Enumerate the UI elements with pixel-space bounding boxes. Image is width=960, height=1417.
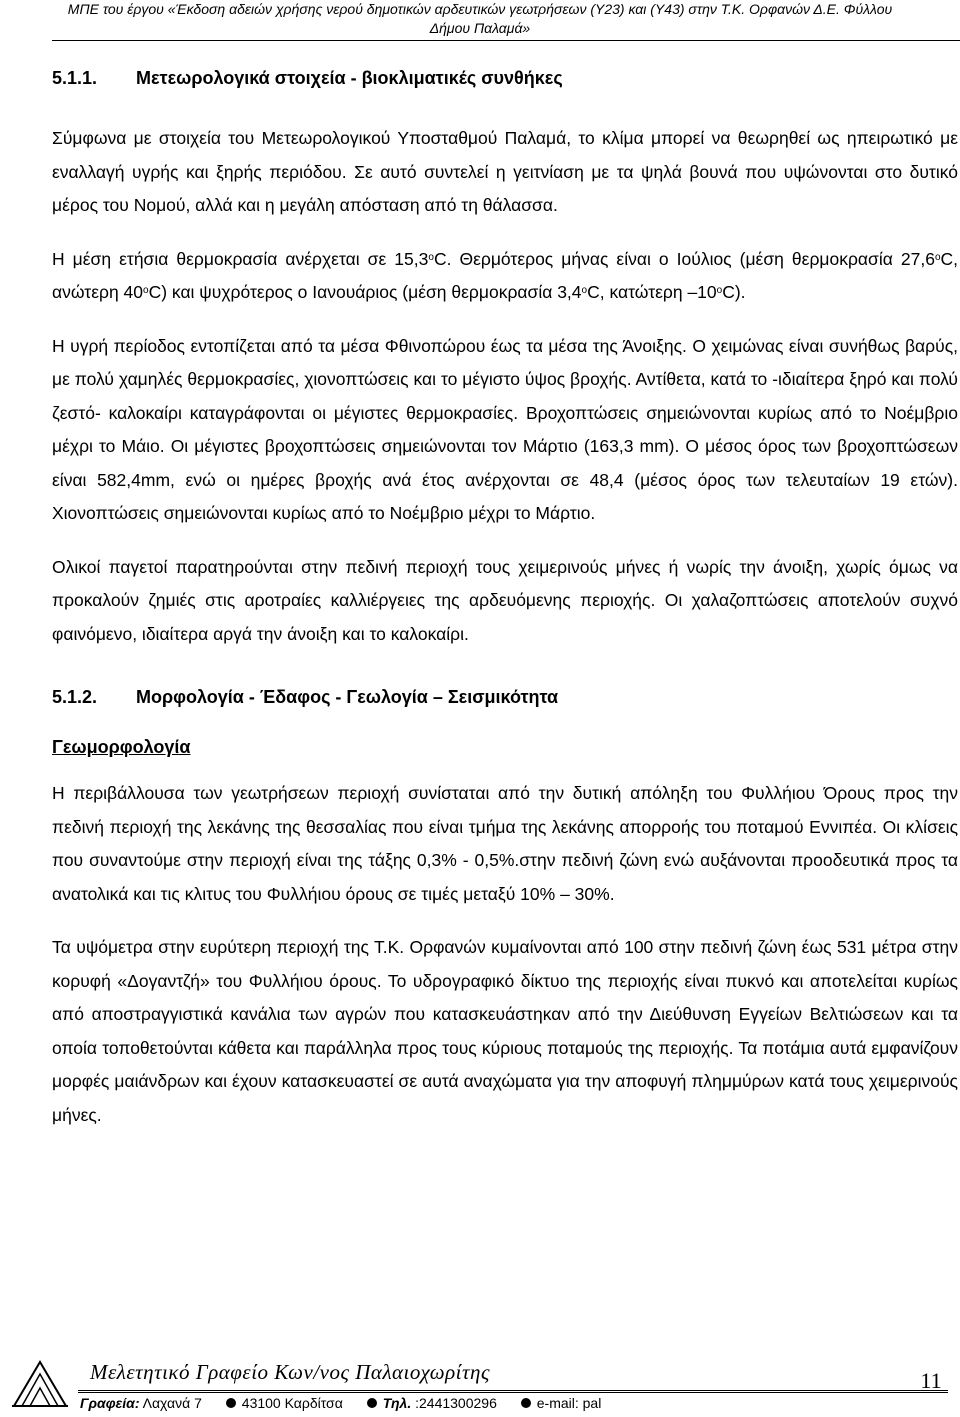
header-line-2: Δήμου Παλαμά» (429, 20, 531, 36)
section-heading-5-1-2 (52, 671, 958, 723)
office-logo-icon (10, 1356, 70, 1410)
page-footer (8, 1352, 956, 1412)
contact-line (80, 1394, 950, 1412)
phone-number: :2441300296 (411, 1395, 497, 1411)
email: e-mail: pal (536, 1395, 602, 1411)
office-label: Γραφεία: (80, 1395, 140, 1411)
paragraph-rainfall: Η υγρή περίοδος εντοπίζεται από τα μέσα Φθινοπώρου έως τα μέσα της Άνοιξης. Ο χειμώνας είναι συνήθως βαρύς, με πολύ χαμηλές θερμοκρασίες, χιονοπτώσεις και το μέγιστο ύψος βροχής. Αντίθετα, κατά το -ιδιαίτερα ξηρό και πολύ ζεστό- καλοκαίρι καταγράφονται οι μέγιστες θερμοκρασίες. Βροχοπτώσεις σημειώνονται κυρίως από το Νοέμβριο μέχρι το Μάιο. Οι μέγιστες βροχοπτώσεις σημειώνονται τον Μάρτιο (163,3 mm). Ο μέσος όρος των βροχοπτώσεων είναι 582,4mm, ενώ οι ημέρες βροχής ανά έτος ανέρχονται σε 48,4 (μέσος όρος των τελευταίων 19 ετών). Χιονοπτώσεις σημειώνονται κυρίως από το Νοέμβριο μέχρι το Μάρτιο. (52, 335, 958, 523)
bullet-icon (521, 1398, 531, 1408)
paragraph-climate: Σύμφωνα με στοιχεία του Μετεωρολογικού Υποσταθμού Παλαμά, το κλίμα μπορεί να θεωρηθεί ως ηπειρωτικό με εναλλαγή υγρής και ξηρής περιόδου. Σε αυτό συντελεί η γειτνίαση με τα ψηλά βουνά που υψώνονται στο δυτικό μέρος του Νομού, αλλά και η μεγάλη απόσταση από τη θάλασσα. (52, 128, 958, 215)
paragraph-temperature: Η μέση ετήσια θερμοκρασία ανέρχεται σε $15,3^oC$. Θερμότερος μήνας είναι ο Ιούλιος (μέση θερμοκρασία $27,6^oC$, ανώτερη $40^oC$) και ψυχρότερος ο Ιανουάριος (μέση θερμοκρασία $3,4^oC$, κατώτερη $-10^oC$). (52, 248, 959, 302)
document-body (52, 52, 958, 1152)
section-heading-5-1-1 (52, 52, 958, 104)
header-rule (52, 40, 960, 41)
running-header (0, 0, 960, 40)
subsection-heading-geomorphology: Γεωμορφολογία (52, 736, 191, 757)
header-line-1: ΜΠΕ του έργου «Έκδοση αδειών χρήσης νερού δημοτικών αρδευτικών γεωτρήσεων (Υ23) και (Υ43) στην Τ.Κ. Ορφανών Δ.Ε. Φύλλου (67, 1, 893, 17)
office-address: Λαχανά 7 (139, 1395, 202, 1411)
paragraph-frost: Ολικοί παγετοί παρατηρούνται στην πεδινή περιοχή τους χειμερινούς μήνες ή νωρίς την άνοιξη, χωρίς όμως να προκαλούν ζημιές στις αροτραίες καλλιέργειες της αρδευόμενης περιοχής. Οι χαλαζοπτώσεις αποτελούν συχνό φαινόμενο, ιδιαίτερα αργά την άνοιξη και το καλοκαίρι. (52, 556, 958, 644)
footer-rule (78, 1390, 948, 1393)
page-number: 11 (920, 1368, 942, 1393)
paragraph-elevation: Τα υψόμετρα στην ευρύτερη περιοχή της Τ.Κ. Ορφανών κυμαίνονται από 100 στην πεδινή ζώνη έως 531 μέτρα στην κορυφή «Δογαντζή» του Φυλλήιου όρους. Το υδρογραφικό δίκτυο της περιοχής είναι πυκνό και αποτελείται κυρίως από αποστραγγιστικά κανάλια των αγρών που κατασκευάστηκαν από την Διεύθυνση Εγγείων Βελτιώσεων και τα οποία τοποθετούνται κάθετα και παράλληλα προς τους κύριους ποταμούς της περιοχής. Τα ποτάμια αυτά εμφανίζουν μορφές μαιάνδρων και έχουν κατασκευαστεί σε αυτά αναχώματα για την αποφυγή πλημμύρων κατά τους χειμερινούς μήνες. (52, 937, 958, 1125)
bullet-icon (226, 1398, 236, 1408)
section-number: 5.1.2. (52, 686, 98, 707)
section-title: Μορφολογία - Έδαφος - Γεωλογία – Σεισμικότητα (136, 686, 559, 707)
section-title: Μετεωρολογικά στοιχεία - βιοκλιματικές συνθήκες (136, 67, 563, 88)
office-brand-name: Μελετητικό Γραφείο Κων/νος Παλαιοχωρίτης (90, 1360, 490, 1384)
bullet-icon (367, 1398, 377, 1408)
section-number: 5.1.1. (52, 67, 98, 88)
paragraph-geomorphology: Η περιβάλλουσα των γεωτρήσεων περιοχή συνίσταται από την δυτική απόληξη του Φυλλήιου Όρους προς την πεδινή περιοχή της λεκάνης της θεσσαλίας που είναι τμήμα της λεκάνης απορροής του ποταμού Εννιπέα. Οι κλίσεις που συναντούμε στην περιοχή είναι της τάξης 0,3% - 0,5%.στην πεδινή ζώνη ενώ αυξάνονται προοδευτικά προς τα ανατολικά και τις κλιτυς του Φυλλήιου όρους σε τιμές μεταξύ 10% – 30%. (52, 783, 958, 904)
phone-label: Τηλ. (382, 1395, 412, 1411)
postal-address: 43100 Καρδίτσα (241, 1395, 343, 1411)
